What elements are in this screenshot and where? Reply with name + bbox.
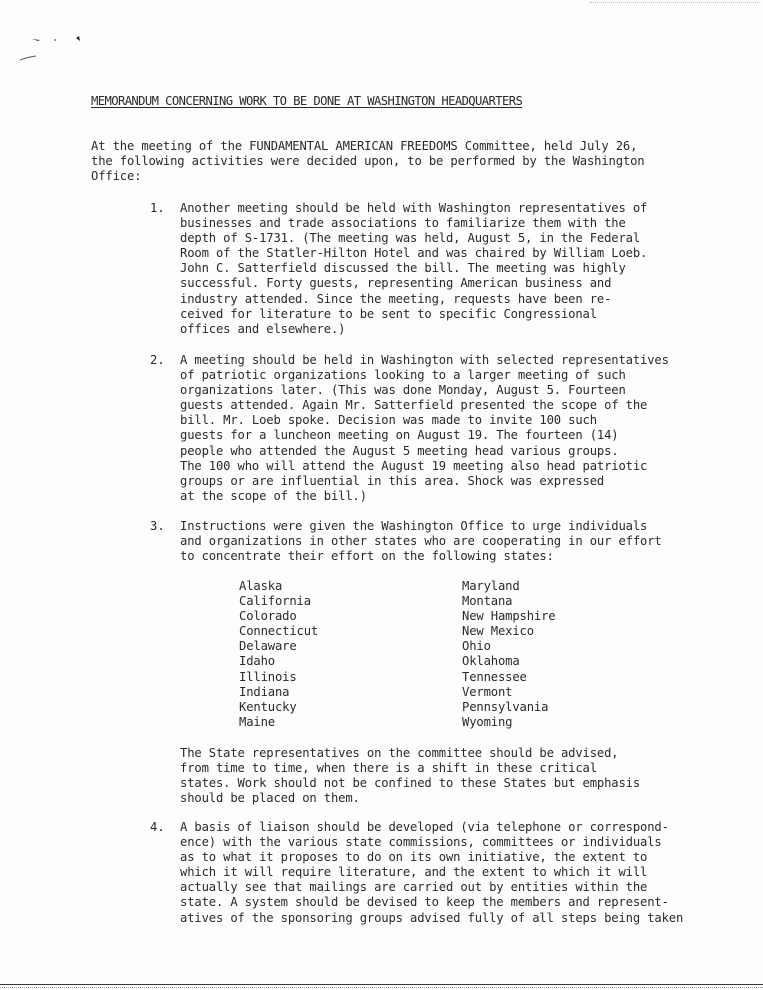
item-line: guests for a luncheon meeting on August 19. The fourteen (14) bbox=[180, 428, 619, 443]
item-line: of patriotic organizations looking to a larger meeting of such bbox=[180, 368, 626, 383]
state-name: Tennessee bbox=[462, 669, 527, 684]
item-line: offices and elsewhere.) bbox=[180, 321, 346, 336]
state-name: Connecticut bbox=[239, 624, 319, 639]
item-line: ceived for literature to be sent to specific Congressional bbox=[180, 306, 597, 321]
item-number: 2. bbox=[150, 353, 165, 367]
state-name: Vermont bbox=[462, 684, 513, 699]
item-line: Another meeting should be held with Washington representatives of bbox=[180, 201, 648, 215]
item-line: as to what it proposes to do on its own initiative, the extent to bbox=[180, 850, 648, 865]
state-name: Idaho bbox=[239, 654, 275, 669]
item-line: ence) with the various state commissions, committees or individuals bbox=[180, 835, 662, 850]
intro-line: the following activities were decided upon, to be performed by the Washington bbox=[91, 154, 645, 169]
item-body bbox=[180, 820, 683, 926]
scan-specks bbox=[20, 30, 90, 70]
item-body bbox=[180, 201, 647, 337]
intro-paragraph bbox=[91, 139, 691, 184]
state-name: Ohio bbox=[462, 639, 491, 654]
item-line: actually see that mailings are carried out by entities within the bbox=[180, 880, 648, 895]
item-line: should be placed on them. bbox=[180, 791, 360, 806]
item-line: state. A system should be devised to keep the members and represent- bbox=[180, 895, 669, 910]
item-number: 4. bbox=[150, 820, 165, 834]
item-line: which it will require literature, and the extent to which it will bbox=[180, 865, 648, 880]
state-name: Kentucky bbox=[239, 699, 297, 714]
item-line: atives of the sponsoring groups advised fully of all steps being taken bbox=[180, 910, 684, 925]
item-line: people who attended the August 5 meeting head various groups. bbox=[180, 443, 619, 458]
item-line: groups or are influential in this area. Shock was expressed bbox=[180, 473, 605, 488]
item-line: successful. Forty guests, representing American business and bbox=[180, 276, 612, 291]
item-line: John C. Satterfield discussed the bill. The meeting was highly bbox=[180, 261, 626, 276]
state-name: Maryland bbox=[462, 579, 520, 593]
state-name: Alaska bbox=[239, 579, 283, 593]
item-line: Room of the Statler-Hilton Hotel and was chaired by William Loeb. bbox=[180, 246, 648, 261]
intro-line: At the meeting of the FUNDAMENTAL AMERICAN FREEDOMS Committee, held July 26, bbox=[91, 139, 638, 153]
item-line: businesses and trade associations to familiarize them with the bbox=[180, 216, 626, 231]
item-body bbox=[180, 519, 662, 564]
intro-line: Office: bbox=[91, 169, 142, 184]
state-name: New Mexico bbox=[462, 624, 534, 639]
item-line: The 100 who will attend the August 19 meeting also head patriotic bbox=[180, 458, 648, 473]
state-name: Indiana bbox=[239, 684, 290, 699]
item-line: industry attended. Since the meeting, requests have been re- bbox=[180, 291, 612, 306]
state-name: Montana bbox=[462, 594, 513, 609]
item-line: guests attended. Again Mr. Satterfield presented the scope of the bbox=[180, 398, 648, 413]
item-line: The State representatives on the committee should be advised, bbox=[180, 746, 619, 760]
state-name: California bbox=[239, 594, 311, 609]
state-name: Wyoming bbox=[462, 714, 513, 729]
top-dotted-edge bbox=[590, 2, 760, 3]
item-line: at the scope of the bill.) bbox=[180, 488, 367, 503]
state-name: New Hampshire bbox=[462, 609, 556, 624]
item-number: 3. bbox=[150, 519, 165, 533]
state-name: Maine bbox=[239, 714, 275, 729]
item-line: Instructions were given the Washington Office to urge individuals bbox=[180, 519, 648, 533]
state-name: Pennsylvania bbox=[462, 699, 549, 714]
states-column-right bbox=[462, 579, 555, 730]
item-line: and organizations in other states who are cooperating in our effort bbox=[180, 534, 662, 549]
item-line: depth of S-1731. (The meeting was held, August 5, in the Federal bbox=[180, 231, 640, 246]
item-3-followup-paragraph bbox=[180, 746, 700, 806]
bottom-edge-rule bbox=[0, 984, 763, 985]
item-line: bill. Mr. Loeb spoke. Decision was made to invite 100 such bbox=[180, 413, 597, 428]
state-name: Colorado bbox=[239, 609, 297, 624]
item-body bbox=[180, 353, 669, 504]
item-line: to concentrate their effort on the following states: bbox=[180, 549, 554, 564]
item-number: 1. bbox=[150, 201, 165, 215]
item-line: organizations later. (This was done Monday, August 5. Fourteen bbox=[180, 383, 626, 398]
state-name: Delaware bbox=[239, 639, 297, 654]
states-column-left bbox=[239, 579, 318, 730]
state-name: Illinois bbox=[239, 669, 297, 684]
item-line: states. Work should not be confined to these States but emphasis bbox=[180, 776, 640, 791]
item-line: A meeting should be held in Washington with selected representatives bbox=[180, 353, 669, 367]
item-line: from time to time, when there is a shift in these critical bbox=[180, 761, 597, 776]
bottom-edge-dots bbox=[0, 987, 763, 988]
item-line: A basis of liaison should be developed (via telephone or correspond- bbox=[180, 820, 669, 834]
memo-title: MEMORANDUM CONCERNING WORK TO BE DONE AT WASHINGTON HEADQUARTERS bbox=[91, 94, 523, 108]
state-name: Oklahoma bbox=[462, 654, 520, 669]
